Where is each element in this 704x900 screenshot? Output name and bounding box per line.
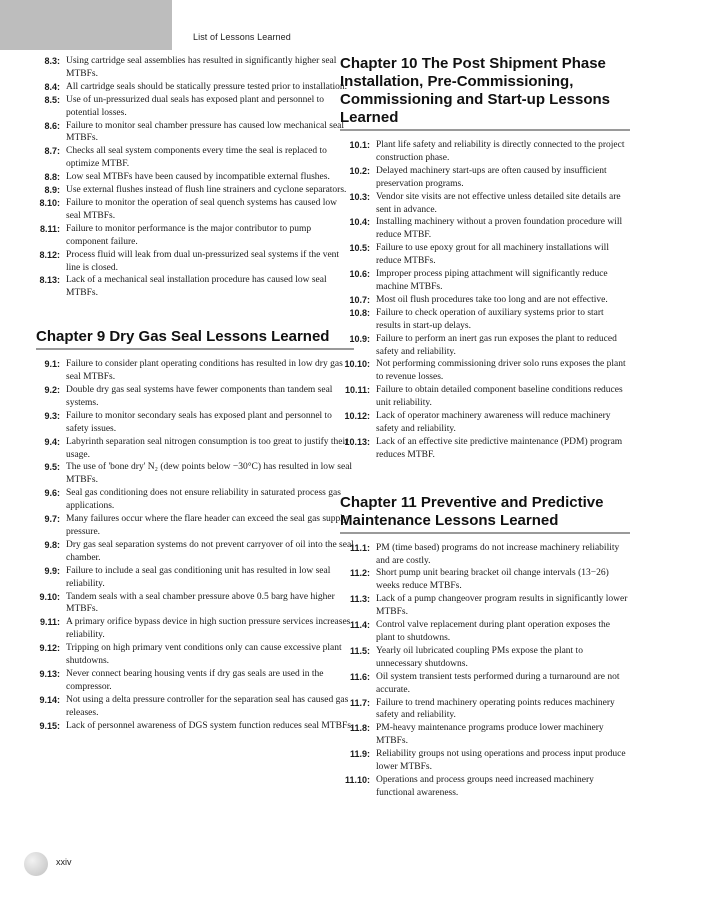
lesson-text: All cartridge seals should be statically pressure tested prior to installation. (66, 81, 347, 92)
lesson-item (36, 197, 354, 223)
lesson-number: 9.4: (44, 436, 60, 447)
lesson-text: Not using a delta pressure controller for the separation seal has caused gas releases. (66, 694, 349, 718)
lesson-number: 8.5: (44, 94, 60, 105)
lesson-number: 11.1: (349, 542, 370, 553)
lesson-number: 9.12: (39, 643, 60, 654)
lesson-item (36, 436, 354, 462)
lesson-number: 11.8: (349, 723, 370, 734)
lesson-item (36, 81, 354, 94)
lesson-number: 10.5: (349, 243, 370, 254)
lesson-number: 9.7: (44, 514, 60, 525)
lesson-text: Failure to consider plant operating conditions has resulted in low dry gas seal MTBFs. (66, 359, 343, 383)
lesson-item (36, 694, 354, 720)
lesson-item (36, 274, 354, 300)
lesson-text: Improper process piping attachment will significantly reduce machine MTBFs. (376, 269, 608, 292)
lesson-item (340, 242, 630, 268)
lesson-number: 10.7: (349, 294, 370, 305)
lesson-number: 9.11: (39, 617, 60, 628)
lesson-number: 11.6: (349, 671, 370, 682)
lesson-item (36, 384, 354, 410)
lesson-text: Failure to monitor performance is the major contributor to pump component failure. (66, 223, 312, 247)
lesson-number: 9.14: (39, 694, 60, 705)
lesson-item (340, 722, 630, 748)
lesson-item (36, 513, 354, 539)
lesson-item (340, 748, 630, 774)
lesson-number: 11.5: (349, 645, 370, 656)
lesson-text: Failure to trend machinery operating points reduces machinery safety and reliability. (376, 697, 615, 721)
lesson-item (340, 165, 630, 191)
lesson-text: Operations and process groups need increased machinery functional awareness. (376, 774, 594, 798)
page-number: xxiv (56, 857, 72, 867)
lesson-number: 8.7: (44, 146, 60, 157)
lesson-text: Delayed machinery start-ups are often caused by insufficient preservation programs. (376, 165, 607, 189)
lesson-number: 11.7: (349, 697, 370, 708)
lesson-number: 10.8: (349, 307, 370, 318)
lesson-text: Failure to obtain detailed component baseline conditions reduces unit reliability. (376, 385, 623, 409)
lesson-text: Failure to perform an inert gas run exposes the plant to reduced safety and reliability. (376, 333, 617, 357)
lesson-number: 11.3: (349, 594, 370, 605)
lesson-number: 10.6: (349, 269, 370, 280)
lesson-number: 8.9: (44, 185, 60, 196)
lesson-number: 8.4: (44, 81, 60, 92)
lesson-number: 9.13: (39, 668, 60, 679)
lesson-text: Checks all seal system components every time the seal is replaced to optimize MTBF. (66, 146, 327, 170)
lesson-number: 11.10: (344, 774, 370, 785)
lesson-text: Lack of a pump changeover program results in significantly lower MTBFs. (376, 594, 628, 618)
lesson-text: Short pump unit bearing bracket oil change intervals (13−26) weeks reduce MTBFs. (376, 568, 609, 592)
lesson-text: A primary orifice bypass device in high suction pressure services increases reliability. (66, 617, 351, 641)
lesson-item (36, 616, 354, 642)
lesson-item (36, 120, 354, 146)
lesson-text: Lack of an effective site predictive maintenance (PDM) program reduces MTBF. (376, 436, 623, 460)
lesson-number: 10.10: (344, 359, 370, 370)
lesson-item (340, 333, 630, 359)
lesson-item (340, 619, 630, 645)
lesson-number: 9.9: (44, 565, 60, 576)
lesson-text: Control valve replacement during plant operation exposes the plant to shutdowns. (376, 620, 610, 643)
lesson-number: 9.6: (44, 488, 60, 499)
lesson-item (36, 539, 354, 565)
lesson-number: 10.11: (344, 385, 370, 396)
lesson-item (36, 461, 354, 487)
left-column (36, 55, 354, 733)
lesson-number: 8.13: (39, 275, 60, 286)
lesson-item (340, 358, 630, 384)
lesson-text: Failure to use epoxy grout for all machinery installations will reduce MTBFs. (376, 243, 609, 267)
lesson-number: 8.6: (44, 120, 60, 131)
lesson-number: 11.4: (349, 620, 370, 631)
lesson-number: 8.12: (39, 249, 60, 260)
lesson-text: Failure to check operation of auxiliary systems prior to start results in start-up delays. (376, 307, 604, 331)
lesson-item (36, 145, 354, 171)
lesson-text: Failure to monitor seal chamber pressure has caused low mechanical seal MTBFs. (66, 120, 345, 144)
lesson-item (340, 294, 630, 307)
lesson-number: 8.8: (44, 172, 60, 183)
chapter11-list (340, 542, 630, 800)
lesson-item (36, 668, 354, 694)
lesson-item (36, 171, 354, 184)
lesson-number: 9.10: (39, 591, 60, 602)
lesson-item (340, 268, 630, 294)
lesson-text: The use of 'bone dry' N₂ (dew points below −30°C) has resulted in low seal MTBFs. (66, 462, 353, 486)
right-column (340, 55, 630, 800)
chapter10-list (340, 139, 630, 462)
lesson-text: Labyrinth separation seal nitrogen consumption is too great to justify their usage. (66, 436, 349, 460)
lesson-text: Dry gas seal separation systems do not prevent carryover of oil into the seal chamber. (66, 539, 354, 563)
lesson-number: 10.13: (344, 436, 370, 447)
lesson-item (340, 384, 630, 410)
lesson-text: Yearly oil lubricated coupling PMs expose the plant to unnecessary shutdowns. (376, 645, 583, 669)
lesson-text: Failure to monitor the operation of seal quench systems has caused low seal MTBFs. (66, 197, 337, 221)
lesson-text: Many failures occur where the flare header can exceed the seal gas supply pressure. (66, 514, 348, 537)
lesson-item (340, 542, 630, 568)
chapter9-list (36, 358, 354, 732)
lesson-number: 10.4: (349, 217, 370, 228)
lesson-text: Using cartridge seal assemblies has resulted in significantly higher seal MTBFs. (66, 56, 337, 79)
lesson-text: PM (time based) programs do not increase machinery reliability and are costly. (376, 542, 620, 566)
lesson-number: 10.1: (349, 140, 370, 150)
lesson-text: Tripping on high primary vent conditions only can cause excessive plant shutdowns. (66, 643, 342, 667)
lesson-text: Use of un-pressurized dual seals has exposed plant and personnel to potential losses. (66, 94, 325, 118)
running-head: List of Lessons Learned (193, 32, 291, 42)
lesson-text: Low seal MTBFs have been caused by incompatible external flushes. (66, 172, 330, 183)
lesson-item (340, 410, 630, 436)
lesson-text: Lack of personnel awareness of DGS system function reduces seal MTBFs. (66, 720, 354, 731)
lesson-item (36, 487, 354, 513)
lesson-item (340, 697, 630, 723)
lesson-item (340, 139, 630, 165)
lesson-item (340, 436, 630, 462)
lesson-text: Oil system transient tests performed during a turnaround are not accurate. (376, 671, 620, 695)
lesson-item (36, 591, 354, 617)
lesson-text: Lack of operator machinery awareness will reduce machinery safety and reliability. (376, 411, 611, 434)
lesson-item (36, 184, 354, 197)
lesson-number: 9.1: (44, 359, 60, 370)
lesson-item (36, 249, 354, 275)
lesson-item (36, 94, 354, 120)
lesson-item (36, 55, 354, 81)
folio-ornament (24, 852, 48, 876)
lesson-text: Most oil flush procedures take too long and are not effective. (376, 294, 608, 305)
lesson-text: Use external flushes instead of flush line strainers and cyclone separators. (66, 185, 347, 196)
header-tab (0, 0, 172, 50)
lesson-item (340, 216, 630, 242)
chapter8-list (36, 55, 354, 300)
lesson-number: 11.2: (349, 568, 370, 579)
lesson-number: 10.3: (349, 191, 370, 202)
lesson-text: Process fluid will leak from dual un-pressurized seal systems if the vent line is closed. (66, 249, 340, 273)
lesson-text: Lack of a mechanical seal installation procedure has caused low seal MTBFs. (66, 275, 327, 299)
lesson-item (340, 774, 630, 800)
chapter9-title: Chapter 9 Dry Gas Seal Lessons Learned (36, 328, 354, 350)
lesson-number: 10.12: (344, 411, 370, 422)
lesson-text: Installing machinery without a proven foundation procedure will reduce MTBF. (376, 217, 623, 241)
lesson-item (340, 567, 630, 593)
lesson-item (340, 645, 630, 671)
lesson-text: Not performing commissioning driver solo runs exposes the plant to revenue losses. (376, 359, 626, 383)
lesson-item (340, 671, 630, 697)
lesson-number: 9.2: (44, 385, 60, 396)
lesson-text: Plant life safety and reliability is directly connected to the project construction phase. (376, 140, 625, 163)
lesson-text: Seal gas conditioning does not ensure reliability in saturated process gas applications. (66, 488, 341, 512)
lesson-item (340, 307, 630, 333)
lesson-item (36, 565, 354, 591)
lesson-item (340, 191, 630, 217)
lesson-item (36, 720, 354, 733)
lesson-item (340, 593, 630, 619)
lesson-item (36, 223, 354, 249)
chapter11-title: Chapter 11 Preventive and Predictive Maintenance Lessons Learned (340, 494, 630, 534)
lesson-number: 11.9: (349, 749, 370, 760)
lesson-item (36, 410, 354, 436)
lesson-text: Failure to monitor secondary seals has exposed plant and personnel to safety issues. (66, 410, 332, 434)
lesson-text: Never connect bearing housing vents if dry gas seals are used in the compressor. (66, 668, 324, 692)
lesson-number: 9.15: (39, 720, 60, 731)
lesson-number: 10.2: (349, 165, 370, 176)
lesson-item (36, 642, 354, 668)
lesson-number: 8.10: (39, 197, 60, 208)
lesson-number: 9.8: (44, 539, 60, 550)
lesson-text: Vendor site visits are not effective unless detailed site details are sent in advance. (376, 191, 621, 215)
chapter10-title: Chapter 10 The Post Shipment Phase Installation, Pre-Commissioning, Commissioning and Start-up Lessons Learned (340, 55, 630, 131)
lesson-number: 8.3: (44, 56, 60, 66)
lesson-text: Failure to include a seal gas conditioning unit has resulted in low seal reliability. (66, 565, 331, 589)
lesson-text: PM-heavy maintenance programs produce lower machinery MTBFs. (376, 723, 604, 747)
lesson-text: Tandem seals with a seal chamber pressure above 0.5 barg have higher MTBFs. (66, 591, 335, 615)
lesson-number: 8.11: (39, 223, 60, 234)
lesson-number: 10.9: (349, 333, 370, 344)
lesson-number: 9.5: (44, 462, 60, 473)
lesson-text: Reliability groups not using operations and process input produce lower MTBFs. (376, 749, 626, 773)
lesson-text: Double dry gas seal systems have fewer components than tandem seal systems. (66, 385, 333, 408)
lesson-number: 9.3: (44, 410, 60, 421)
lesson-item (36, 358, 354, 384)
